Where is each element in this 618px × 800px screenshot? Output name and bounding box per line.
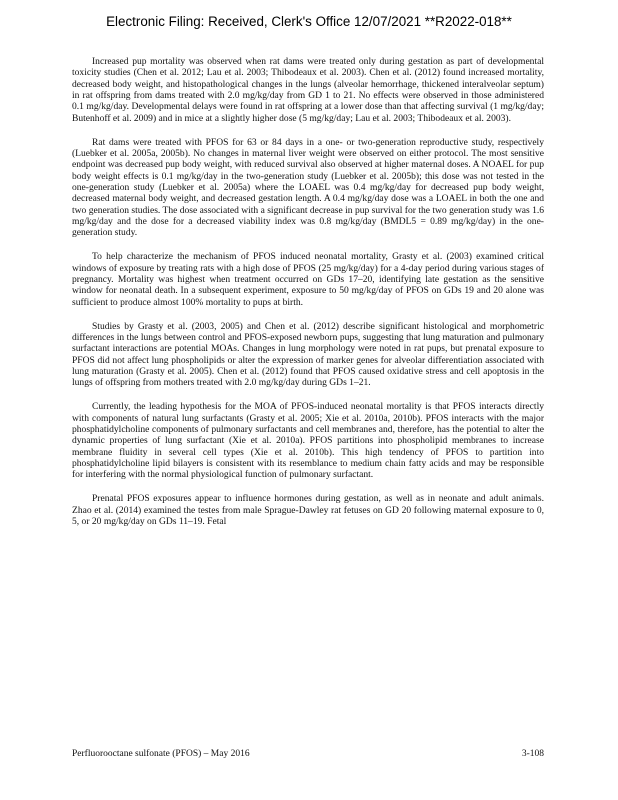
footer-document-title: Perfluorooctane sulfonate (PFOS) – May 2016 [72,749,250,759]
footer-page-number: 3-108 [521,749,544,759]
paragraph-reproductive-study: Rat dams were treated with PFOS for 63 or 84 days in a one- or two-generation reproductive study, respectively (Luebker et al. 2005a, 2005b). No changes in maternal liver weight were observed on either protocol. The most sensitive endpoint was decreased pup body weight, with reduced survival also observed at higher maternal doses. A NOAEL for pup body weight effects is 0.1 mg/kg/day in the two-generation study (Luebker et al. 2005b); this dose was not tested in the one-generation study (Luebker et al. 2005a) where the LOAEL was 0.4 mg/kg/day for decreased pup body weight, decreased maternal body weight, and decreased gestation length. A 0.4 mg/kg/day dose was a LOAEL in both the one and two generation studies. The dose associated with a significant decrease in pup survival for the two generation study was 1.6 mg/kg/day and the dose for a decreased viability index was 0.8 mg/kg/day (BMDL5 = 0.89 mg/kg/day) in the one-generation study. [72,136,545,239]
paragraph-surfactant-hypothesis: Currently, the leading hypothesis for the MOA of PFOS-induced neonatal mortality is that PFOS interacts directly with components of natural lung surfactants (Grasty et al. 2005; Xie et al. 2010a, 2010b). PFOS interacts with the major phosphatidylcholine components of pulmonary surfactants and cell membranes and, therefore, has the potential to alter the dynamic properties of lung surfactant (Xie et al. 2010a). PFOS partitions into phospholipid membranes to increase membrane fluidity in several cell types (Xie et al. 2010b). This high tendency of PFOS to partition into phosphatidylcholine lipid bilayers is consistent with its resemblance to medium chain fatty acids and may be responsible for interfering with the normal physiological function of pulmonary surfactant. [72,401,544,481]
paragraph-neonatal-mortality-gestation: Increased pup mortality was observed when rat dams were treated only during gestation as part of developmental toxicity studies (Chen et al. 2012; Lau et al. 2003; Thibodeaux et al. 2003). Chen et al. (2012) found increased mortality, decreased body weight, and histopathological changes in the lungs (alveolar hemorrhage, thickened interalveolar septum) in rat offspring from dams treated with 2.0 mg/kg/day from GD 1 to 21. No effects were observed in those administered 0.1 mg/kg/day. Developmental delays were found in rat offspring at a lower dose than that affecting survival (1 mg/kg/day; Butenhoff et al. 2009) and in mice at a slightly higher dose (5 mg/kg/day; Lau et al. 2003; Thibodeaux et al. 2003). [72,56,544,124]
paragraph-prenatal-hormones: Prenatal PFOS exposures appear to influence hormones during gestation, as well as in neonate and adult animals. Zhao et al. (2014) examined the testes from male Sprague-Dawley rat fetuses on GD 20 following maternal exposure to 0, 5, or 20 mg/kg/day on GDs 11–19. Fetal [72,493,544,527]
document-body [72,56,544,540]
paragraph-critical-windows: To help characterize the mechanism of PFOS induced neonatal mortality, Grasty et al. (2003) examined critical windows of exposure by treating rats with a high dose of PFOS (25 mg/kg/day) for a 4-day period during various stages of pregnancy. Mortality was highest when treatment occurred on GDs 17–20, identifying late gestation as the sensitive window for neonatal death. In a subsequent experiment, exposure to 50 mg/kg/day of PFOS on GDs 19 and 20 alone was sufficient to produce almost 100% mortality to pups at birth. [72,251,544,308]
paragraph-lung-histology: Studies by Grasty et al. (2003, 2005) and Chen et al. (2012) describe significant histological and morphometric differences in the lungs between control and PFOS-exposed newborn pups, suggesting that lung maturation and pulmonary surfactant interactions are potential MOAs. Changes in lung morphology were noted in rat pups, but prenatal exposure to PFOS did not affect lung phospholipids or alter the expression of marker genes for alveolar differentiation associated with lung maturation (Grasty et al. 2005). Chen et al. (2012) found that PFOS caused oxidative stress and cell apoptosis in the lungs of offspring from mothers treated with 2.0 mg/kg/day during GDs 1–21. [72,320,544,389]
filing-stamp-header: Electronic Filing: Received, Clerk's Office 12/07/2021 **R2022-018** [106,14,512,29]
